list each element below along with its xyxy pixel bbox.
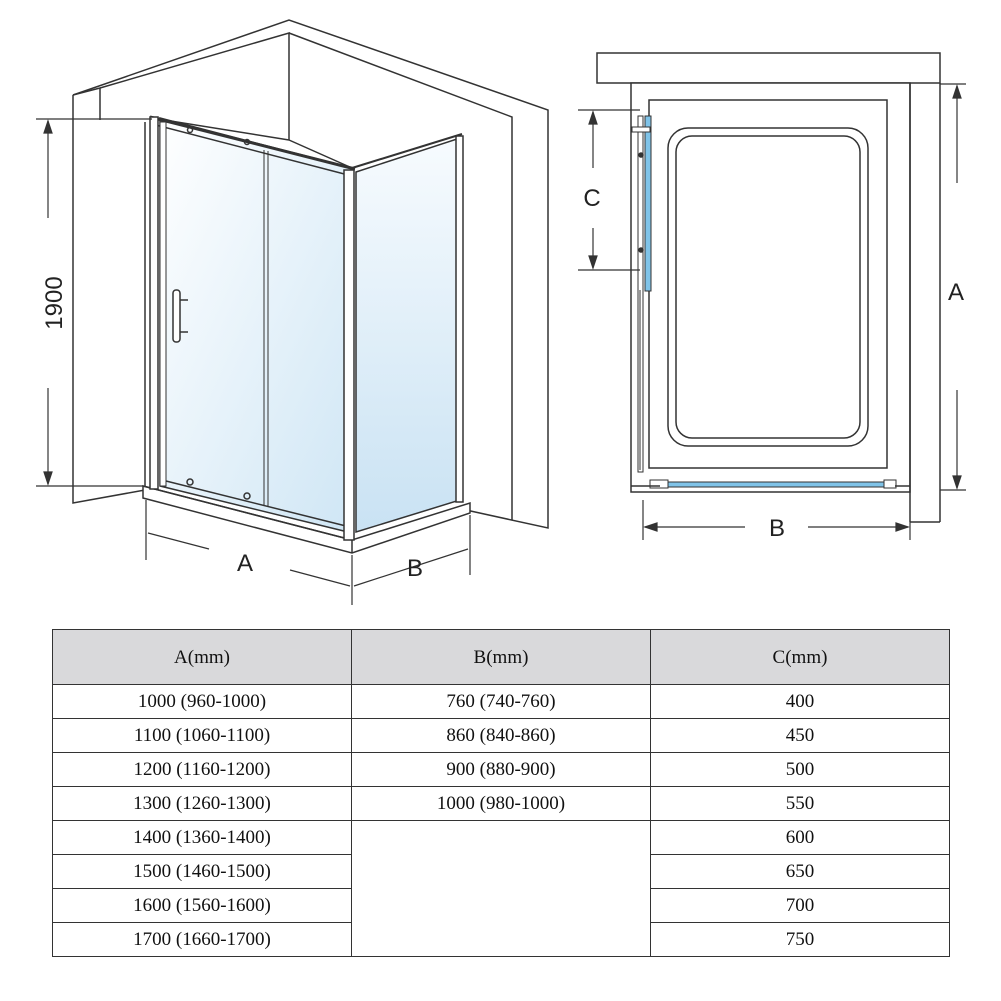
table-row	[53, 787, 950, 821]
table-row	[53, 923, 950, 957]
table-cell	[352, 889, 651, 923]
table-body	[53, 685, 950, 957]
plan-label-b: B	[768, 515, 786, 542]
table-cell: 450	[651, 719, 950, 753]
table-cell	[352, 923, 651, 957]
table-cell: 1100 (1060-1100)	[53, 719, 352, 753]
plan-glass-left	[645, 116, 651, 291]
sliding-door	[150, 117, 355, 540]
table-cell: 600	[651, 821, 950, 855]
table-cell: 760 (740-760)	[352, 685, 651, 719]
table-cell: 550	[651, 787, 950, 821]
header-b: B(mm)	[352, 630, 651, 685]
header-c: C(mm)	[651, 630, 950, 685]
door-handle	[173, 290, 180, 342]
plan-view	[597, 53, 940, 522]
table-cell: 1000 (980-1000)	[352, 787, 651, 821]
table-cell: 860 (840-860)	[352, 719, 651, 753]
table-cell: 1000 (960-1000)	[53, 685, 352, 719]
table-cell: 1700 (1660-1700)	[53, 923, 352, 957]
table-row	[53, 719, 950, 753]
plan-label-c: C	[583, 185, 601, 212]
plan-glass-bottom	[666, 482, 888, 487]
table-row	[53, 855, 950, 889]
table-row	[53, 889, 950, 923]
table-cell	[352, 855, 651, 889]
table-cell: 400	[651, 685, 950, 719]
table-cell: 650	[651, 855, 950, 889]
table-row	[53, 753, 950, 787]
table-cell: 1200 (1160-1200)	[53, 753, 352, 787]
plan-label-a: A	[947, 279, 965, 306]
size-table	[52, 629, 950, 957]
header-a: A(mm)	[53, 630, 352, 685]
table-cell: 1400 (1360-1400)	[53, 821, 352, 855]
table-cell: 500	[651, 753, 950, 787]
depth-label-b: B	[406, 555, 424, 582]
table-cell: 900 (880-900)	[352, 753, 651, 787]
width-label-a: A	[236, 550, 254, 577]
table-cell	[352, 821, 651, 855]
table-cell: 1600 (1560-1600)	[53, 889, 352, 923]
side-panel	[352, 134, 463, 532]
table-cell: 1500 (1460-1500)	[53, 855, 352, 889]
table-header-row	[53, 630, 950, 685]
table-cell: 1300 (1260-1300)	[53, 787, 352, 821]
table-cell: 700	[651, 889, 950, 923]
perspective-view	[36, 20, 548, 605]
plan-wall-top	[597, 53, 940, 83]
height-label: 1900	[41, 276, 68, 330]
table-row	[53, 685, 950, 719]
table-row	[53, 821, 950, 855]
table-cell: 750	[651, 923, 950, 957]
